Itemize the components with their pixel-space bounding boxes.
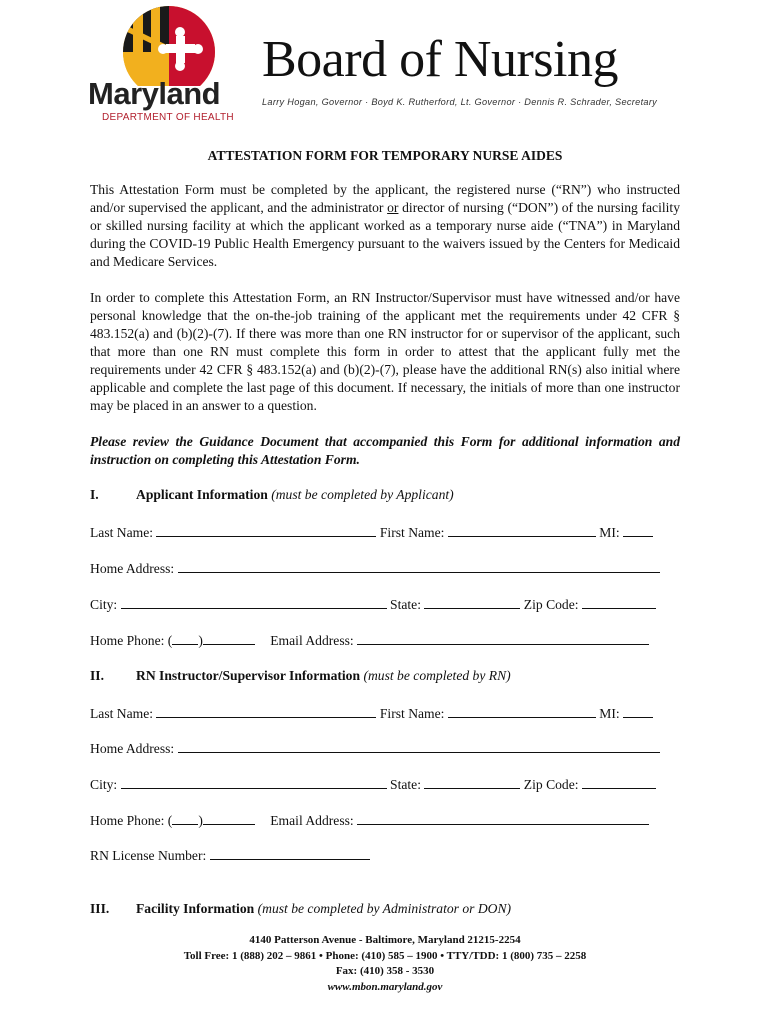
section-title: Applicant Information <box>136 487 268 502</box>
section-note: (must be completed by Administrator or DON) <box>257 901 512 916</box>
rn-name-row <box>90 705 653 722</box>
section-applicant-heading <box>90 487 454 503</box>
applicant-email-field[interactable] <box>357 632 649 645</box>
section-rn-heading <box>90 668 511 684</box>
section-number: I. <box>90 487 99 502</box>
applicant-last-name-field[interactable] <box>156 524 376 537</box>
applicant-state-field[interactable] <box>424 596 520 609</box>
city-label: City: <box>90 777 118 792</box>
state-label: State: <box>390 597 421 612</box>
email-label: Email Address: <box>270 633 354 648</box>
applicant-name-row <box>90 524 653 541</box>
zip-label: Zip Code: <box>523 777 579 792</box>
rn-zip-field[interactable] <box>582 776 656 789</box>
home-phone-label: Home Phone: ( <box>90 633 173 648</box>
logo-department: DEPARTMENT OF HEALTH <box>102 112 234 123</box>
state-label: State: <box>390 777 421 792</box>
applicant-city-row <box>90 596 656 613</box>
section-title: RN Instructor/Supervisor Information <box>136 668 361 683</box>
applicant-home-address-field[interactable] <box>178 560 660 573</box>
email-label: Email Address: <box>270 813 354 828</box>
instructions-paragraph: In order to complete this Attestation Form, an RN Instructor/Supervisor must have witnessed and/or have personal knowledge that the on-the-job training of the applicant met the requirements under 42 CFR § 483.152(a) and (b)(2)-(7). If there was more than one RN instructor for or supervisor of the applicant, such that more than one RN must complete this form in order to attest that the applicant fully met the requirements under 42 CFR § 483.152(a) and (b)(2)-(7), please have the additional RN(s) also initial where applicable and complete the last page of this document. If necessary, the initials of more than one instructor may be placed in an answer to a question. <box>90 290 680 413</box>
section-facility-heading <box>90 901 511 917</box>
officials-line: Larry Hogan, Governor · Boyd K. Rutherford, Lt. Governor · Dennis R. Schrader, Secretary <box>262 97 658 107</box>
maryland-flag-icon <box>88 6 250 86</box>
city-label: City: <box>90 597 118 612</box>
zip-label: Zip Code: <box>523 597 579 612</box>
page-footer <box>0 933 770 995</box>
page-title: Board of Nursing <box>262 31 618 88</box>
applicant-mi-field[interactable] <box>623 524 653 537</box>
rn-license-label: RN License Number: <box>90 848 207 863</box>
home-address-label: Home Address: <box>90 561 175 576</box>
footer-fax: Fax: (410) 358 - 3530 <box>335 965 435 977</box>
form-title: ATTESTATION FORM FOR TEMPORARY NURSE AIDES <box>207 148 563 163</box>
section-note: (must be completed by RN) <box>363 668 511 683</box>
section-number: II. <box>90 668 104 683</box>
rn-last-name-field[interactable] <box>156 705 376 718</box>
rn-first-name-field[interactable] <box>448 705 596 718</box>
home-phone-label: Home Phone: ( <box>90 813 173 828</box>
rn-home-address-field[interactable] <box>178 740 660 753</box>
rn-license-field[interactable] <box>210 847 370 860</box>
applicant-contact-row <box>90 632 649 649</box>
last-name-label: Last Name: <box>90 525 154 540</box>
applicant-zip-field[interactable] <box>582 596 656 609</box>
first-name-label: First Name: <box>379 706 445 721</box>
rn-email-field[interactable] <box>357 812 649 825</box>
rn-address-row <box>90 740 660 757</box>
rn-license-row <box>90 847 370 864</box>
footer-website-link[interactable]: www.mbon.maryland.gov <box>327 980 443 993</box>
logo-wordmark: Maryland <box>88 76 221 111</box>
rn-phone-field[interactable] <box>203 812 255 825</box>
section-number: III. <box>90 901 110 916</box>
rn-city-row <box>90 776 656 793</box>
guidance-note: Please review the Guidance Document that accompanied this Form for additional information and instruction on completing this Attestation Form. <box>90 434 680 467</box>
applicant-first-name-field[interactable] <box>448 524 596 537</box>
mi-label: MI: <box>599 706 620 721</box>
applicant-city-field[interactable] <box>121 596 387 609</box>
last-name-label: Last Name: <box>90 706 154 721</box>
applicant-area-code-field[interactable] <box>172 632 198 645</box>
rn-area-code-field[interactable] <box>172 812 198 825</box>
rn-contact-row <box>90 812 649 829</box>
phone-paren-close: ) <box>198 633 203 648</box>
rn-mi-field[interactable] <box>623 705 653 718</box>
footer-address: 4140 Patterson Avenue - Baltimore, Maryland 21215-2254 <box>249 934 521 946</box>
rn-city-field[interactable] <box>121 776 387 789</box>
section-note: (must be completed by Applicant) <box>271 487 454 502</box>
home-address-label: Home Address: <box>90 741 175 756</box>
rn-state-field[interactable] <box>424 776 520 789</box>
mi-label: MI: <box>599 525 620 540</box>
maryland-health-logo <box>88 6 250 124</box>
intro-paragraph: This Attestation Form must be completed by the applicant, the registered nurse (“RN”) who instructed and/or supervised the applicant, and the administrator or director of nursing (“DON”) of the nursing facility or skilled nursing facility at which the applicant worked as a temporary nurse aide (“TNA”) in Maryland during the COVID-19 Public Health Emergency pursuant to the waivers issued by the Centers for Medicaid and Medicare Services. <box>90 182 680 269</box>
footer-phones: Toll Free: 1 (888) 202 – 9861 • Phone: (410) 585 – 1900 • TTY/TDD: 1 (800) 735 – 2258 <box>183 949 587 962</box>
first-name-label: First Name: <box>379 525 445 540</box>
applicant-address-row <box>90 560 660 577</box>
phone-paren-close: ) <box>198 813 203 828</box>
applicant-phone-field[interactable] <box>203 632 255 645</box>
section-title: Facility Information <box>136 901 255 916</box>
